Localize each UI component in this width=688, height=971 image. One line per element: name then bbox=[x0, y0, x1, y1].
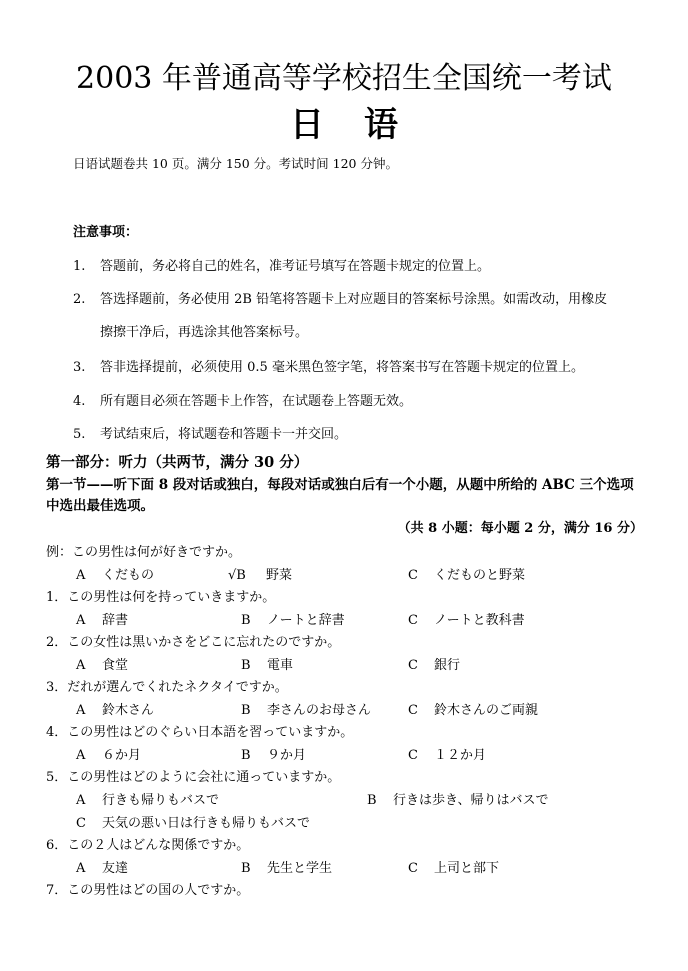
option-c bbox=[408, 747, 486, 765]
option-label: C bbox=[408, 861, 418, 876]
option-text: 友達 bbox=[102, 861, 129, 876]
option-text: くだもの bbox=[102, 568, 155, 583]
option-label: C bbox=[408, 613, 418, 628]
question-stem-1: 1．この男性は何を持っていきますか。 bbox=[46, 590, 276, 605]
option-text: 行きは歩き、帰りはバスで bbox=[393, 793, 549, 808]
option-text: 電車 bbox=[267, 658, 294, 673]
question-stem-4: 4．この男性はどのぐらい日本語を習っていますか。 bbox=[46, 725, 354, 740]
option-text: 鈴木さんのご両親 bbox=[434, 703, 539, 718]
option-text: 食堂 bbox=[102, 658, 129, 673]
notice-item-2 bbox=[73, 291, 653, 309]
option-label: B bbox=[241, 861, 251, 876]
option-text: 鈴木さん bbox=[102, 703, 155, 718]
subject-title: 日语 bbox=[290, 105, 438, 145]
option-b bbox=[241, 657, 293, 675]
option-b bbox=[241, 747, 306, 765]
option-a bbox=[76, 860, 128, 878]
notice-item-3 bbox=[73, 359, 653, 377]
option-label: B bbox=[241, 613, 251, 628]
option-a bbox=[76, 567, 154, 585]
notice-item-2-continued bbox=[73, 324, 653, 342]
option-label: A bbox=[76, 703, 86, 718]
option-c bbox=[408, 657, 460, 675]
option-b bbox=[367, 792, 548, 810]
option-label: A bbox=[76, 748, 86, 763]
option-a bbox=[76, 702, 154, 720]
option-text: 天気の悪い日は行きも帰りもバスで bbox=[102, 816, 311, 831]
option-text: 李さんのお母さん bbox=[267, 703, 372, 718]
notice-text: 答非选择提前，必须使用 0.5 毫米黑色签字笔，将答案书写在答题卡规定的位置上。 bbox=[100, 360, 584, 375]
notice-number: 5. bbox=[73, 427, 86, 442]
notice-text: 所有题目必须在答题卡上作答，在试题卷上答题无效。 bbox=[100, 394, 413, 409]
option-text: 辞書 bbox=[102, 613, 129, 628]
question-stem-3: 3．だれが選んでくれたネクタイですか。 bbox=[46, 680, 288, 695]
option-label: B bbox=[241, 748, 251, 763]
option-text: ノートと辞書 bbox=[267, 613, 345, 628]
question-stem-7: 7．この男性はどの国の人ですか。 bbox=[46, 883, 250, 898]
option-label: A bbox=[76, 861, 86, 876]
section1-scoring: （共 8 小题：每小题 2 分，满分 16 分） bbox=[397, 521, 643, 536]
option-text: 行きも帰りもバスで bbox=[102, 793, 220, 808]
option-label: C bbox=[408, 568, 418, 583]
option-c bbox=[76, 815, 310, 833]
notice-text: 考试结束后，将试题卷和答题卡一并交回。 bbox=[100, 427, 348, 442]
option-label: A bbox=[76, 793, 86, 808]
option-label: C bbox=[408, 748, 418, 763]
option-text: 上司と部下 bbox=[434, 861, 500, 876]
option-label: B bbox=[241, 658, 251, 673]
option-label: √B bbox=[228, 568, 246, 583]
option-text: ９か月 bbox=[267, 748, 307, 763]
option-label: A bbox=[76, 568, 86, 583]
option-c bbox=[408, 567, 525, 585]
notice-text: 擦擦干净后，再选涂其他答案标号。 bbox=[100, 325, 309, 340]
exam-title: 2003 年普通高等学校招生全国统一考试 bbox=[76, 61, 612, 96]
question-stem-5: 5．この男性はどのように会社に通っていますか。 bbox=[46, 770, 341, 785]
option-b bbox=[241, 612, 345, 630]
option-a bbox=[76, 657, 128, 675]
option-a bbox=[76, 747, 141, 765]
option-text: ６か月 bbox=[102, 748, 142, 763]
section1-instructions: 第一节——听下面 8 段对话或独白，每段对话或独白后有一个小题，从题中所给的 ABC 三个选项中选出最佳选项。 bbox=[46, 477, 634, 514]
question-stem-2: 2．この女性は黒いかさをどこに忘れたのですか。 bbox=[46, 635, 341, 650]
notice-number: 1. bbox=[73, 259, 86, 274]
option-text: くだものと野菜 bbox=[434, 568, 526, 583]
notice-heading: 注意事项： bbox=[73, 225, 139, 240]
option-b bbox=[241, 702, 371, 720]
notice-number: 4. bbox=[73, 394, 86, 409]
option-label: A bbox=[76, 658, 86, 673]
option-text: ノートと教科書 bbox=[434, 613, 525, 628]
notice-item-5 bbox=[73, 426, 653, 444]
option-label: C bbox=[76, 816, 86, 831]
option-text: 野菜 bbox=[266, 568, 293, 583]
exam-intro: 日语试题卷共 10 页。满分 150 分。考试时间 120 分钟。 bbox=[73, 156, 398, 171]
option-label: B bbox=[241, 703, 251, 718]
notice-number: 3. bbox=[73, 360, 86, 375]
option-a bbox=[76, 792, 219, 810]
question-stem-6: 6．この２人はどんな関係ですか。 bbox=[46, 838, 250, 853]
option-label: A bbox=[76, 613, 86, 628]
option-c bbox=[408, 860, 499, 878]
option-b bbox=[241, 860, 332, 878]
option-c bbox=[408, 702, 538, 720]
notice-text: 答题前，务必将自己的姓名，准考证号填写在答题卡规定的位置上。 bbox=[100, 259, 491, 274]
option-label: C bbox=[408, 703, 418, 718]
option-c bbox=[408, 612, 525, 630]
option-text: 先生と学生 bbox=[267, 861, 333, 876]
option-text: 銀行 bbox=[434, 658, 461, 673]
notice-item-1 bbox=[73, 258, 653, 276]
option-a bbox=[76, 612, 128, 630]
notice-number: 2. bbox=[73, 292, 86, 307]
option-label: C bbox=[408, 658, 418, 673]
option-b bbox=[228, 567, 292, 585]
option-label: B bbox=[367, 793, 377, 808]
part1-heading: 第一部分：听力（共两节，满分 30 分） bbox=[46, 454, 309, 471]
question-stem-example: 例：この男性は何が好きですか。 bbox=[46, 545, 242, 560]
option-text: １２か月 bbox=[434, 748, 487, 763]
notice-text: 答选择题前，务必使用 2B 铅笔将答题卡上对应题目的答案标号涂黑。如需改动，用橡皮 bbox=[100, 292, 608, 307]
notice-item-4 bbox=[73, 393, 653, 411]
